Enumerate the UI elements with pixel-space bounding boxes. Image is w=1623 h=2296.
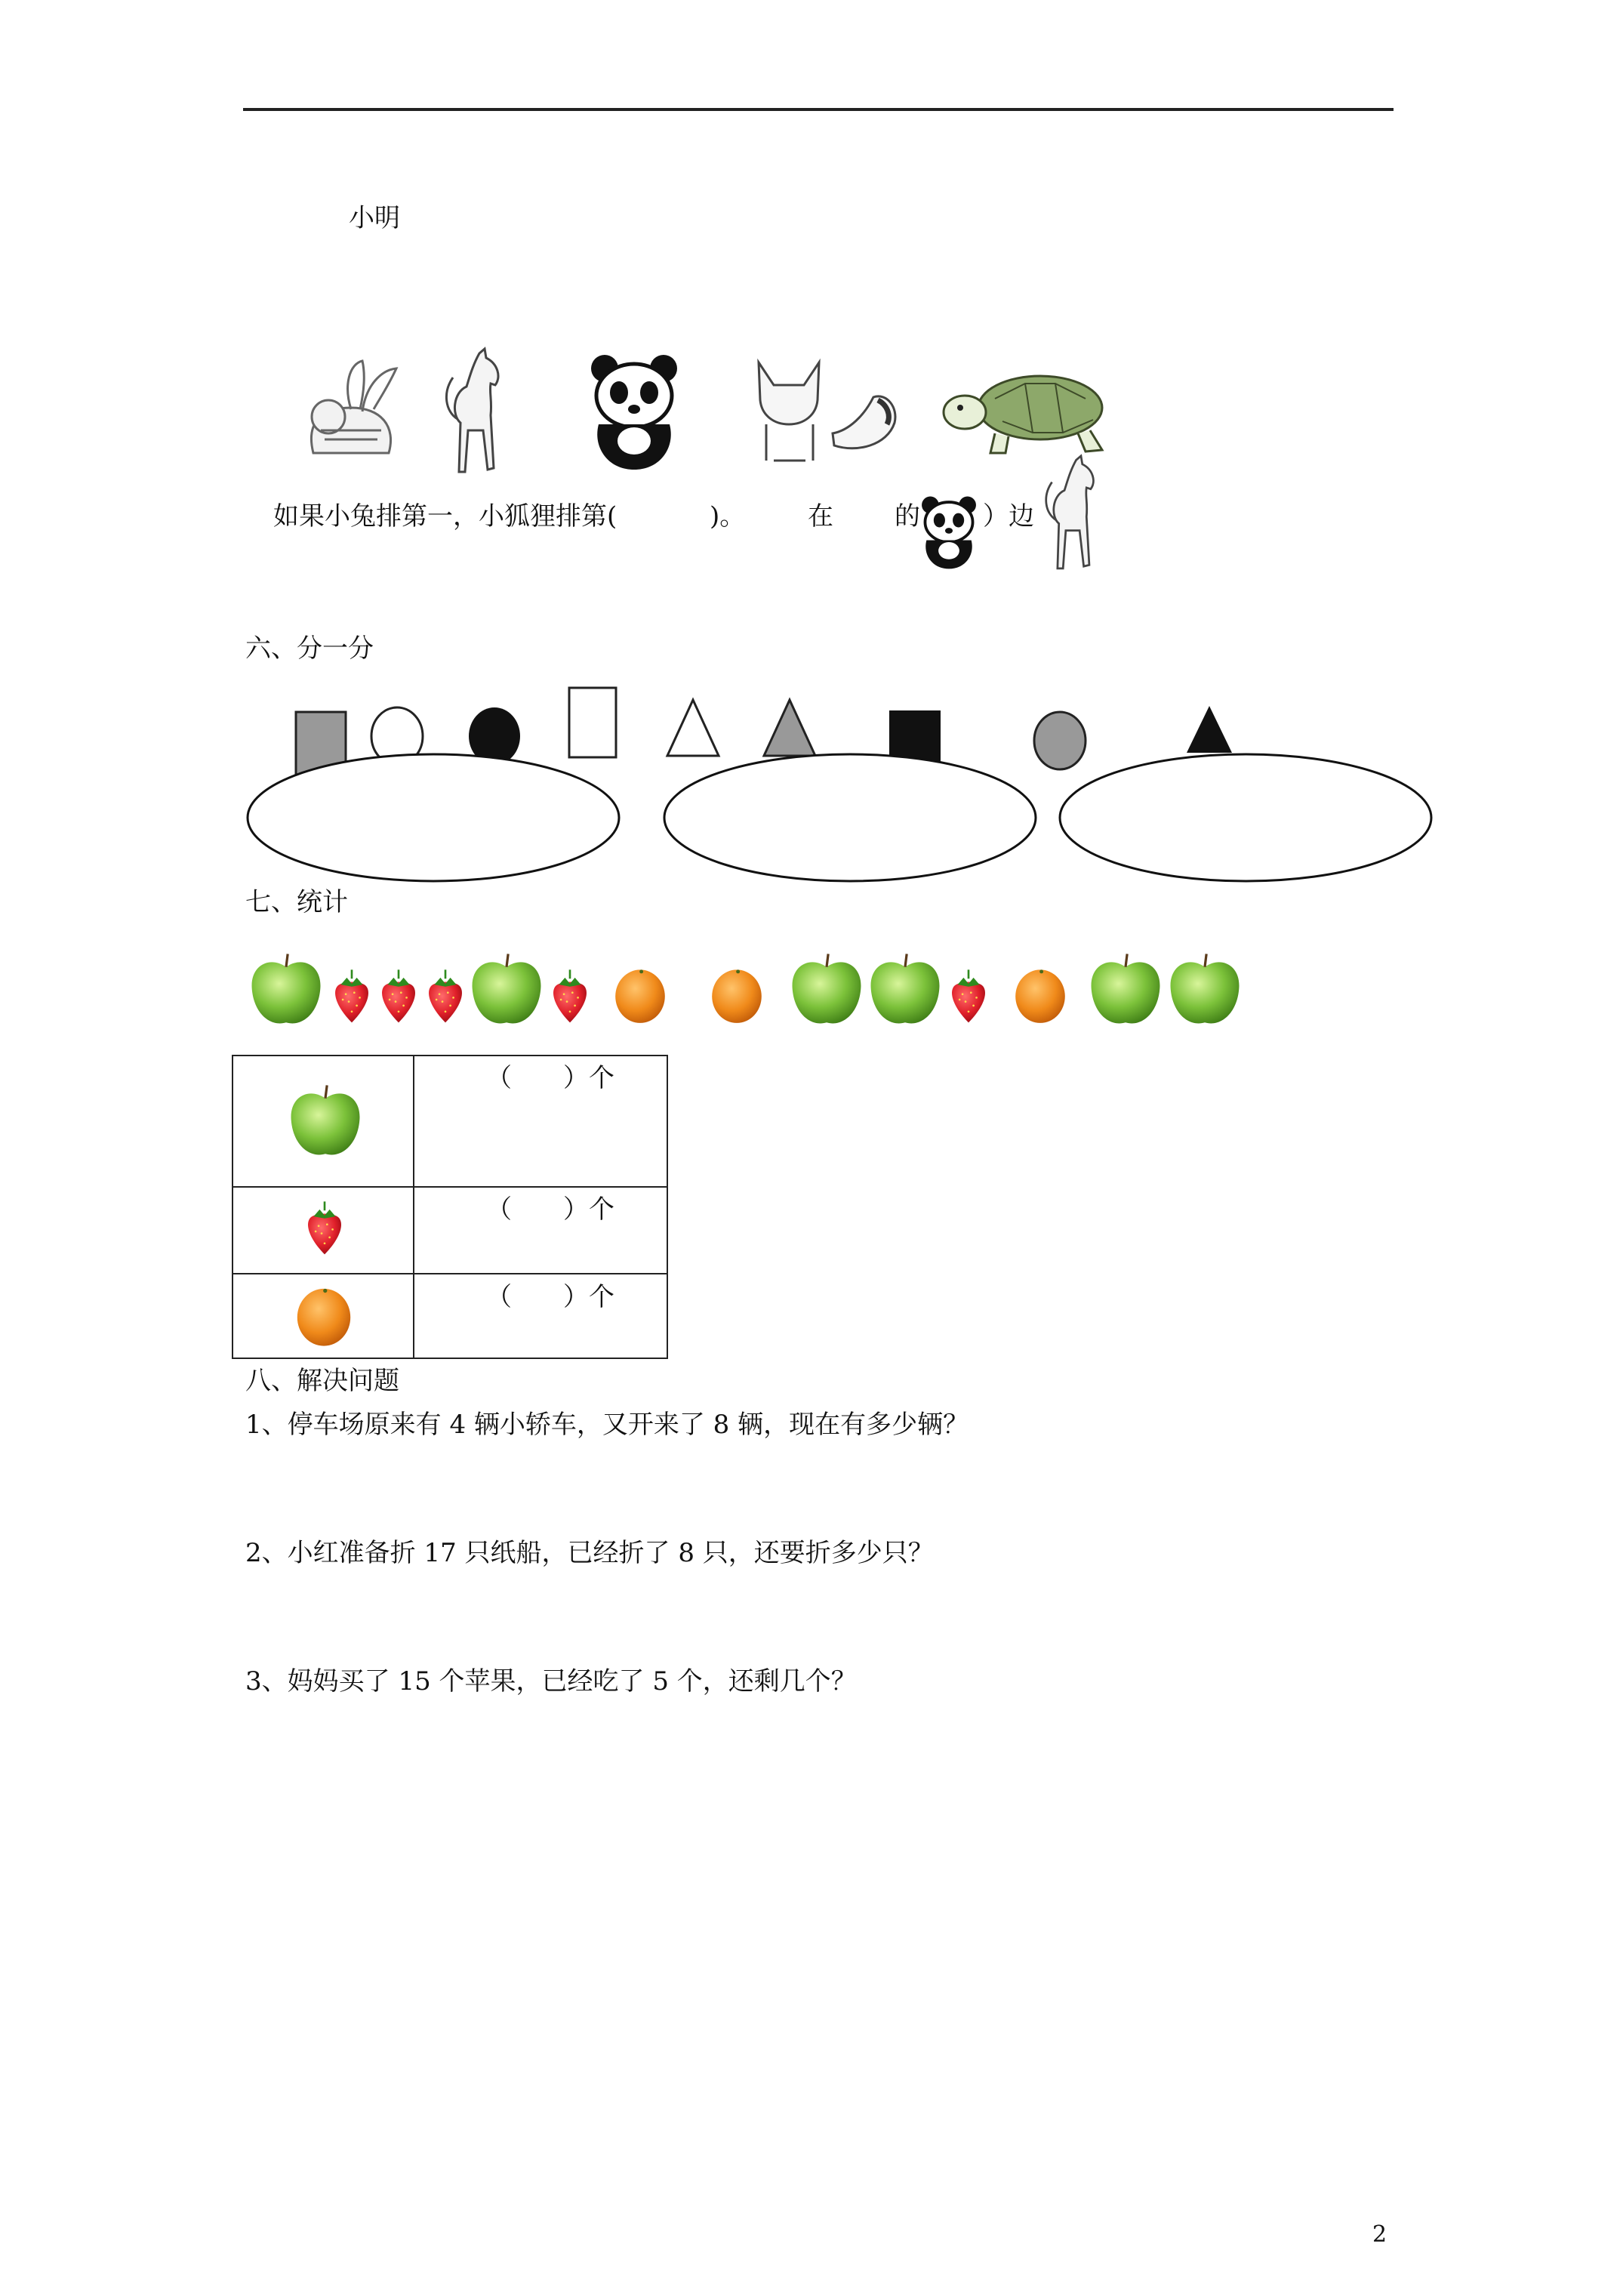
gray-circle-shape: [1034, 712, 1086, 769]
horse-small-icon: [1038, 455, 1107, 575]
apple-icon: [1171, 954, 1240, 1023]
strawberry-icon: [335, 969, 368, 1022]
panda-small-icon: [918, 492, 980, 572]
q-part2: )。: [710, 501, 746, 532]
apple-count-blank[interactable]: （ ）个: [486, 1063, 614, 1093]
black-triangle-shape: [1187, 706, 1232, 753]
fruit-row: [245, 944, 1272, 1042]
apple-icon: [793, 954, 861, 1023]
orange-count-blank[interactable]: （ ）个: [486, 1282, 614, 1312]
tally-table: [232, 1055, 668, 1359]
q-part5: ）边: [983, 501, 1034, 532]
orange-icon: [712, 969, 762, 1023]
turtle-icon: [942, 368, 1112, 459]
fox-icon: [744, 355, 902, 468]
horse-icon: [438, 347, 513, 479]
apple-icon: [285, 1079, 366, 1163]
section7-title: 七、统计: [245, 887, 348, 917]
apple-icon: [871, 954, 940, 1023]
sorting-oval-1: [248, 754, 619, 881]
question-1: 1、停车场原来有 4 辆小轿车，又开来了 8 辆，现在有多少辆？: [245, 1410, 969, 1440]
name-label: 小明: [349, 203, 400, 233]
shapes-area: [226, 683, 1449, 895]
strawberry-icon: [553, 969, 587, 1022]
q-part4: 的: [895, 501, 920, 532]
sorting-oval-3: [1060, 754, 1431, 881]
question-3: 3、妈妈买了 15 个苹果，已经吃了 5 个，还剩几个？: [245, 1666, 857, 1697]
page-number: 2: [1372, 2221, 1387, 2248]
strawberry-icon: [952, 969, 985, 1022]
white-triangle-shape: [667, 700, 719, 756]
section6-title: 六、分一分: [245, 633, 374, 664]
orange-icon: [615, 969, 665, 1023]
panda-icon: [585, 349, 683, 473]
orange-icon: [291, 1280, 357, 1352]
sorting-oval-2: [664, 754, 1036, 881]
white-rectangle-shape: [569, 688, 616, 757]
question-2: 2、小红准备折 17 只纸船，已经折了 8 只，还要折多少只？: [245, 1538, 934, 1568]
q-part3: 在: [808, 501, 833, 532]
orange-icon: [1015, 969, 1065, 1023]
strawberry-icon: [429, 969, 462, 1022]
q-part1: 如果小兔排第一，小狐狸排第(: [273, 501, 617, 532]
strawberry-icon: [382, 969, 415, 1022]
apple-icon: [473, 954, 541, 1023]
rabbit-icon: [291, 355, 411, 468]
section8-title: 八、解决问题: [245, 1366, 399, 1396]
strawberry-icon: [300, 1191, 350, 1266]
gray-triangle-shape: [764, 700, 815, 756]
apple-icon: [252, 954, 321, 1023]
apple-icon: [1092, 954, 1160, 1023]
strawberry-count-blank[interactable]: （ ）个: [486, 1194, 614, 1225]
header-rule: [243, 108, 1394, 111]
